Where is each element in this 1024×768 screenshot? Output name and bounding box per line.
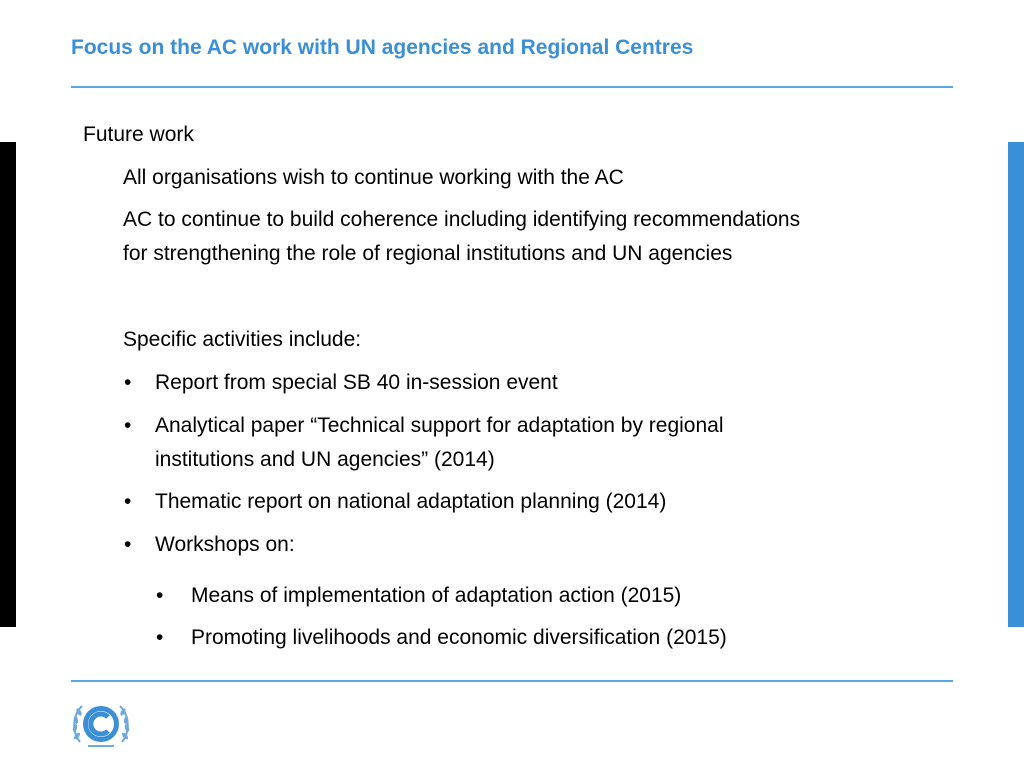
workshop-item-means: Means of implementation of adaptation action (2015): [191, 584, 682, 607]
bullet-marker: •: [124, 371, 132, 394]
right-edge-bar: [1008, 142, 1024, 627]
activity-item-thematic-report: Thematic report on national adaptation planning (2014): [155, 490, 667, 513]
bottom-divider: [71, 680, 953, 682]
bullet-marker: •: [124, 490, 132, 513]
paragraph-coherence-line2: for strengthening the role of regional institutions and UN agencies: [123, 242, 733, 265]
activity-item-analytical-paper-line1: Analytical paper “Technical support for adaptation by regional: [155, 414, 724, 437]
paragraph-continue-working: All organisations wish to continue working with the AC: [123, 166, 624, 189]
slide-title: Focus on the AC work with UN agencies and Regional Centres: [71, 36, 694, 59]
bullet-marker: •: [156, 584, 164, 607]
left-edge-bar: [0, 142, 16, 627]
paragraph-coherence-line1: AC to continue to build coherence including identifying recommendations: [123, 208, 801, 231]
unfccc-logo-icon: [68, 698, 134, 752]
bullet-marker: •: [124, 533, 132, 556]
activity-item-report: Report from special SB 40 in-session event: [155, 371, 558, 394]
top-divider: [71, 86, 953, 88]
activity-item-analytical-paper-line2: institutions and UN agencies” (2014): [155, 448, 495, 471]
activity-item-workshops: Workshops on:: [155, 533, 295, 556]
activities-heading: Specific activities include:: [123, 328, 362, 351]
bullet-marker: •: [156, 626, 164, 649]
workshop-item-livelihoods: Promoting livelihoods and economic diversification (2015): [191, 626, 727, 649]
bullet-marker: •: [124, 414, 132, 437]
section-heading: Future work: [83, 123, 194, 146]
